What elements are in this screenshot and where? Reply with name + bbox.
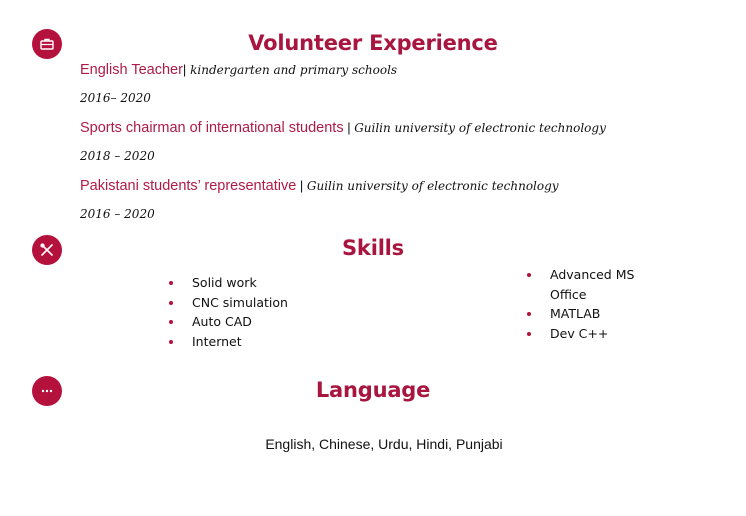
volunteer-organization: kindergarten and primary schools bbox=[186, 63, 398, 77]
section-heading-skills: Skills bbox=[342, 236, 404, 260]
separator: | bbox=[343, 120, 355, 135]
skill-item: Auto CAD bbox=[167, 312, 367, 332]
volunteer-organization: Guilin university of electronic technology bbox=[306, 179, 559, 193]
skill-item: Solid work bbox=[167, 273, 367, 293]
skill-item: Advanced MS Office bbox=[525, 265, 650, 304]
languages-text: English, Chinese, Urdu, Hindi, Punjabi bbox=[265, 436, 503, 452]
volunteer-entry bbox=[80, 61, 397, 79]
volunteer-role: English Teacher bbox=[80, 62, 183, 78]
section-heading-volunteer: Volunteer Experience bbox=[248, 31, 498, 55]
volunteer-dates: 2018 – 2020 bbox=[80, 149, 155, 163]
skill-item: Dev C++ bbox=[525, 324, 650, 344]
skill-item: Internet bbox=[167, 332, 367, 352]
volunteer-organization: Guilin university of electronic technology bbox=[354, 121, 606, 135]
separator: | bbox=[296, 178, 307, 193]
volunteer-entry bbox=[80, 177, 559, 195]
section-heading-language: Language bbox=[315, 378, 431, 402]
volunteer-dates: 2016 – 2020 bbox=[80, 207, 155, 221]
volunteer-entry bbox=[80, 119, 606, 137]
volunteer-dates: 2016– 2020 bbox=[80, 91, 151, 105]
skills-list-right bbox=[525, 265, 650, 343]
volunteer-role: Sports chairman of international students bbox=[80, 120, 344, 136]
skills-list-left bbox=[167, 273, 367, 351]
separator: | bbox=[182, 62, 187, 77]
skill-item: MATLAB bbox=[525, 304, 650, 324]
volunteer-role: Pakistani students’ representative bbox=[80, 178, 297, 194]
skill-item: CNC simulation bbox=[167, 293, 367, 313]
